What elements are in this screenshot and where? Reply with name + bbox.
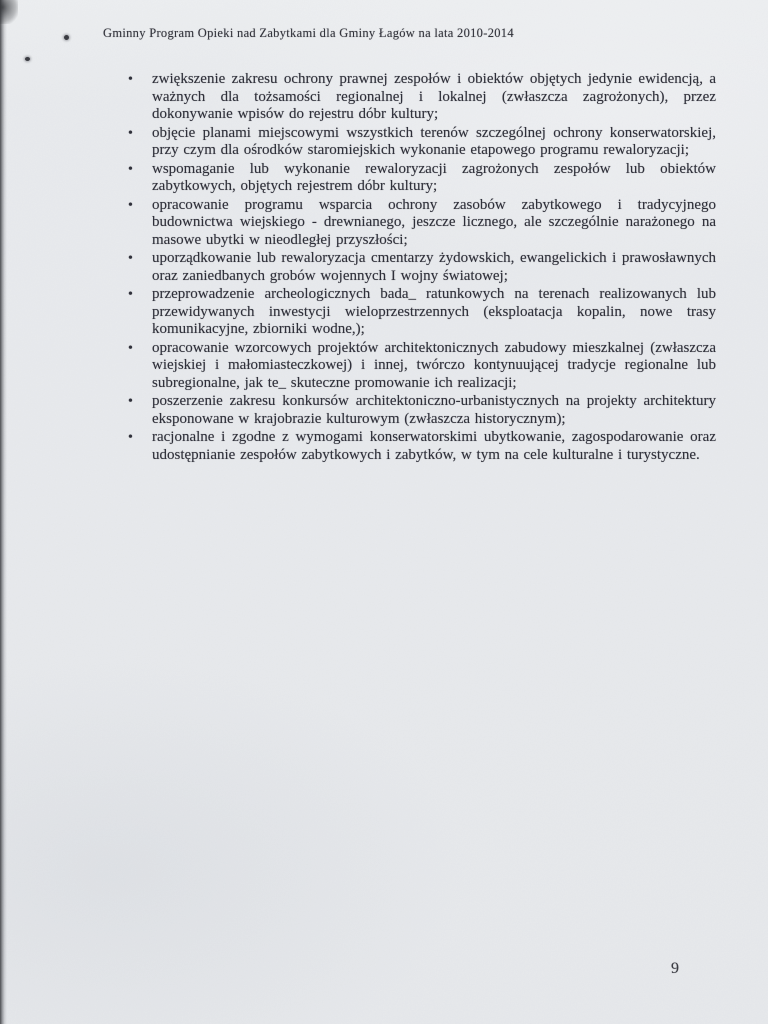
bullet-item (100, 125, 716, 160)
bullet-text: wspomaganie lub wykonanie rewaloryzacji zagrożonych zespołów lub obiektów zabytkowych, objętych rejestrem dóbr kultury; (152, 160, 716, 194)
bullet-item (100, 429, 716, 464)
bullet-dot-icon: • (128, 161, 133, 177)
bullet-text: poszerzenie zakresu konkursów architektoniczno-urbanistycznych na projekty architektury eksponowane w krajobrazie kulturowym (zwłaszcza historycznym); (152, 393, 716, 427)
bullet-item (100, 340, 716, 393)
bullet-item (100, 286, 716, 339)
bullet-list (100, 71, 716, 464)
scan-speck (63, 34, 69, 40)
bullet-dot-icon: • (128, 125, 133, 141)
bullet-item (100, 161, 716, 196)
bullet-dot-icon: • (128, 251, 133, 266)
running-header: Gminny Program Opieki nad Zabytkami dla Gminy Łagów na lata 2010-2014 (103, 26, 514, 40)
document-body (100, 66, 716, 465)
scan-corner-artifact (0, 0, 18, 24)
bullet-text: opracowanie wzorcowych projektów architektonicznych zabudowy mieszkalnej (zwłaszcza wiejskiej i małomiasteczkowej) i innej, twórczo kontynuującej tradycje regionalne lub subregionalne, jak te_ skuteczne promowanie ich realizacji; (152, 339, 716, 391)
bullet-text: racjonalne i zgodne z wymogami konserwatorskimi ubytkowanie, zagospodarowanie oraz udostępnianie zespołów zabytkowych i zabytków, w tym na cele kulturalne i turystyczne. (152, 429, 716, 463)
bullet-dot-icon: • (128, 287, 133, 302)
scan-edge-shadow (0, 0, 7, 1024)
page-number: 9 (671, 960, 679, 977)
bullet-dot-icon: • (128, 430, 133, 445)
scan-speck (25, 57, 30, 61)
bullet-item (100, 393, 716, 428)
bullet-dot-icon: • (128, 340, 133, 356)
bullet-text: uporządkowanie lub rewaloryzacja cmentarzy żydowskich, ewangelickich i prawosławnych oraz zaniedbanych grobów wojennych I wojny światowej; (152, 250, 716, 284)
bullet-text: zwiększenie zakresu ochrony prawnej zespołów i obiektów objętych jedynie ewidencją, a ważnych dla tożsamości regionalnej i lokalnej (zwłaszcza zagrożonych), przez dokonywanie wpisów do rejestru dóbr kultury; (152, 71, 716, 122)
bullet-text: objęcie planami miejscowymi wszystkich terenów szczególnej ochrony konserwatorskiej, przy czym dla ośrodków staromiejskich wykonanie etapowego programu rewaloryzacji; (152, 124, 716, 158)
bullet-item (100, 250, 716, 285)
bullet-text: przeprowadzenie archeologicznych bada_ ratunkowych na terenach realizowanych lub przewidywanych inwestycji wieloprzestrzennych (eksploatacja kopalin, nowe trasy komunikacyjne, zbiorniki wodne,); (152, 286, 716, 337)
bullet-text: opracowanie programu wsparcia ochrony zasobów zabytkowego i tradycyjnego budownictwa wiejskiego - drewnianego, jeszcze licznego, ale szczególnie narażonego na masowe ubytki w nieodległej przyszłości; (152, 196, 716, 248)
bullet-item (100, 197, 716, 250)
bullet-item (100, 71, 716, 124)
bullet-dot-icon: • (128, 72, 133, 87)
bullet-dot-icon: • (128, 394, 133, 409)
bullet-dot-icon: • (128, 197, 133, 213)
